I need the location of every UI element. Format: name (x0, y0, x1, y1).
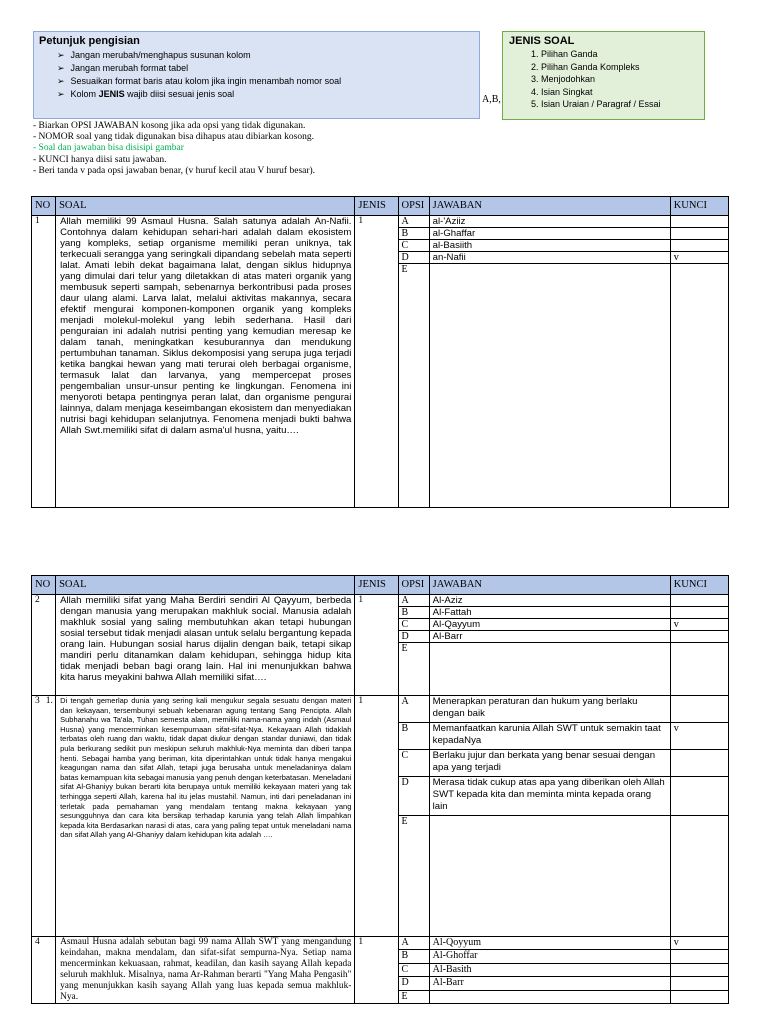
option-key[interactable] (670, 977, 728, 990)
option-answer[interactable]: al-Ghaffar (429, 228, 670, 240)
table-row (32, 937, 729, 950)
option-label: B (398, 228, 429, 240)
table-header-row (32, 576, 729, 595)
notes (33, 121, 315, 177)
option-key[interactable] (670, 963, 728, 976)
option-answer[interactable]: Merasa tidak cukup atas apa yang diberikan oleh Allah SWT kepada kita dan meminta minta kepada orang lain (429, 777, 670, 816)
option-key[interactable]: v (670, 252, 728, 264)
header-opsi: OPSI (398, 197, 429, 216)
option-key[interactable] (670, 777, 728, 816)
option-key[interactable] (670, 816, 728, 937)
option-label: C (398, 619, 429, 631)
option-label: E (398, 816, 429, 937)
jenis-soal-title: JENIS SOAL (509, 35, 575, 47)
question-table-1 (31, 196, 729, 508)
option-key[interactable]: v (670, 937, 728, 950)
question-jenis[interactable]: 1 (355, 696, 398, 937)
instruction-item: ➢ Jangan merubah/menghapus susunan kolom (57, 49, 474, 62)
option-answer[interactable] (429, 643, 670, 696)
question-jenis[interactable]: 1 (355, 216, 398, 508)
option-key[interactable] (670, 228, 728, 240)
instruction-item: ➢ Kolom JENIS wajib diisi sesuai jenis soal (57, 88, 474, 101)
option-answer[interactable] (429, 816, 670, 937)
option-answer[interactable]: Memanfaatkan karunia Allah SWT untuk semakin taat kepadaNya (429, 723, 670, 750)
option-answer[interactable]: Al-Qayyum (429, 619, 670, 631)
option-label: B (398, 607, 429, 619)
jenis-item: 4. Isian Singkat (541, 86, 698, 99)
table-row (32, 595, 729, 607)
question-number: 1 (32, 216, 56, 508)
option-label: C (398, 750, 429, 777)
option-key[interactable] (670, 990, 728, 1003)
jenis-item: 2. Pilihan Ganda Kompleks (541, 61, 698, 74)
option-label: A (398, 937, 429, 950)
question-jenis[interactable]: 1 (355, 595, 398, 696)
header-jenis: JENIS (355, 576, 398, 595)
abc-note: A,B, (482, 94, 501, 105)
option-key[interactable] (670, 631, 728, 643)
jenis-item: 5. Isian Uraian / Paragraf / Essai (541, 98, 698, 111)
option-key[interactable] (670, 595, 728, 607)
option-key[interactable] (670, 750, 728, 777)
option-key[interactable] (670, 950, 728, 963)
option-answer[interactable]: Menerapkan peraturan dan hukum yang berlaku dengan baik (429, 696, 670, 723)
question-text[interactable]: Allah memiliki sifat yang Maha Berdiri sendiri Al Qayyum, berbeda dengan manusia yang merupakan makhluk social. Manusia adalah makhluk sosial yang saling membutuhkan akan tetapi hubungan sosial tersebut tidak menjadi alasan untuk selalu bergantung kepada orang lain. Hubungan sosial harus dijalin dengan baik, tetapi sikap mandiri perlu ditanamkan dalam kehidupan, sehingga hidup kita tidak menjadi beban bagi orang lain. Hal ini menunjukkan bahwa kita harus meyakini bahwa Allah memiliki sifat…. (56, 595, 355, 696)
option-answer[interactable]: Al-Basith (429, 963, 670, 976)
option-label: B (398, 723, 429, 750)
note-line: - Beri tanda v pada opsi jawaban benar, (v huruf kecil atau V huruf besar). (33, 165, 316, 176)
option-label: A (398, 696, 429, 723)
header-no: NO (32, 576, 56, 595)
option-answer[interactable]: Al-Barr (429, 631, 670, 643)
instruction-item: ➢ Sesuaikan format baris atau kolom jika ingin menambah nomor soal (57, 75, 474, 88)
option-label: A (398, 595, 429, 607)
option-answer[interactable]: Al-Barr (429, 977, 670, 990)
note-line: - Soal dan jawaban bisa disisipi gambar (33, 143, 184, 154)
header-soal: SOAL (56, 576, 355, 595)
jenis-soal-list (509, 48, 698, 111)
option-key[interactable] (670, 696, 728, 723)
option-key[interactable] (670, 643, 728, 696)
table-row (32, 216, 729, 228)
option-label: E (398, 990, 429, 1003)
header-kunci: KUNCI (670, 576, 728, 595)
option-answer[interactable]: Al-Qoyyum (429, 937, 670, 950)
option-label: D (398, 252, 429, 264)
jenis-item: 1. Pilihan Ganda (541, 48, 698, 61)
option-label: A (398, 216, 429, 228)
jenis-item: 3. Menjodohkan (541, 73, 698, 86)
option-key[interactable] (670, 607, 728, 619)
question-text[interactable]: Asmaul Husna adalah sebutan bagi 99 nama Allah SWT yang mengandung keindahan, makna mendalam, dan sifat-sifat sempurna-Nya. Setiap nama mencerminkan kekuasaan, rahmat, keadilan, dan kasih sayang Allah kepada seluruh makhluk. Misalnya, nama Ar-Rahman berarti "Yang Maha Pengasih" yang menunjukkan kasih sayang Allah yang luas kepada semua makhluk-Nya. (56, 937, 355, 1004)
header-opsi: OPSI (398, 576, 429, 595)
option-answer[interactable]: Al-Ghoffar (429, 950, 670, 963)
option-label: D (398, 777, 429, 816)
option-answer[interactable] (429, 264, 670, 508)
option-label: B (398, 950, 429, 963)
table-row (32, 696, 729, 723)
option-key[interactable] (670, 264, 728, 508)
option-answer[interactable]: Berlaku jujur dan berkata yang benar sesuai dengan apa yang terjadi (429, 750, 670, 777)
jenis-soal-box (502, 31, 705, 120)
note-line: - NOMOR soal yang tidak digunakan bisa dihapus atau dibiarkan kosong. (33, 132, 314, 143)
option-label: D (398, 631, 429, 643)
question-jenis[interactable]: 1 (355, 937, 398, 1004)
option-label: C (398, 240, 429, 252)
question-text[interactable]: Di tengah gemerlap dunia yang sering kali mengukur segala sesuatu dengan materi dan kekayaan, tersembunyi sebuah kebenaran agung tentang Sang Pencipta. Allah Subhanahu wa Ta'ala, Tuhan semesta alam, memiliki nama-nama yang indah (Asmaul Husna) yang mencerminkan kesempurnaan sifat-sifat-Nya. Kekayaan Allah tidaklah terbatas oleh ruang dan waktu, tidak dapat diukur dengan standar duniawi, dan tidak pula berkurang sedikit pun meskipun seluruh makhluk-Nya meminta dan diberi tanpa henti. Sebagai hamba yang beriman, kita diperintahkan untuk tidak hanya mengakui keagungan nama dan sifat Allah, tetapi juga berusaha untuk meneladaninya dalam batas kemampuan kita sebagai manusia yang penuh dengan keterbatasan. Meneladani sifat Al-Ghaniyy bukan berarti kita berupaya untuk memiliki kekayaan materi yang tak terhingga seperti Allah, karena hal itu jelas mustahil. Namun, inti dari peneladanan ini terletak pada pemahaman yang mendalam tentang makna kekayaan yang sesungguhnya dan cara kita bersikap terhadap karunia yang telah Allah limpahkan kepada kita Berdasarkan narasi di atas, cara yang paling tepat untuk meneladani nama dan sifat Allah yang Al-Ghaniyy dalam kehidupan kita adalah …. (56, 696, 355, 937)
option-answer[interactable]: al-'Aziiz (429, 216, 670, 228)
header-jawaban: JAWABAN (429, 576, 670, 595)
question-table-2 (31, 575, 729, 1004)
table-header-row (32, 197, 729, 216)
option-answer[interactable] (429, 990, 670, 1003)
option-label: E (398, 264, 429, 508)
option-key[interactable] (670, 216, 728, 228)
header-jenis: JENIS (355, 197, 398, 216)
header-kunci: KUNCI (670, 197, 728, 216)
question-number: 4 (32, 937, 56, 1004)
header-soal: SOAL (56, 197, 355, 216)
instruction-item: ➢ Jangan merubah format tabel (57, 62, 474, 75)
question-text[interactable]: Allah memiliki 99 Asmaul Husna. Salah satunya adalah An-Nafii. Contohnya dalam kehidupan sehari-hari adalah dalam ekosistem yang kompleks, setiap organisme memiliki peran uniknya, tak terkecuali serangga yang seringkali dipandang sebelah mata seperti lalat. Amati lebih dekat bagaimana lalat, dengan siklus hidupnya yang dimulai dari telur yang diletakkan di atas materi organik yang membusuk seperti sampah, sebenarnya berkontribusi pada proses daur ulang alami. Larva lalat, melalui aktivitas makannya, secara efektif mengurai komponen-komponen organik yang kompleks menjadi molekul-molekul yang lebih sederhana. Hasil dari penguraian ini adalah nutrisi penting yang kemudian meresap ke dalam tanah, meningkatkan kesuburannya dan mendukung pertumbuhan tanaman. Siklus dekomposisi yang serupa juga terjadi ketika bangkai hewan yang mati terurai oleh berbagai organisme, termasuk lalat dan larvanya, yang mempercepat proses pengembalian unsur-unsur penting ke lingkungan. Fenomena ini menyoroti betapa pentingnya peran lalat, dan organisme pengurai lainnya, dalam menjaga keseimbangan ekosistem dan menyediakan nutrisi bagi kehidupan selanjutnya. Fenomena menjadi bukti bahwa Allah Swt.memiliki sifat di dalam asma'ul husna, yaitu…. (56, 216, 355, 508)
option-label: E (398, 643, 429, 696)
note-line: - Biarkan OPSI JAWABAN kosong jika ada opsi yang tidak digunakan. (33, 121, 306, 131)
option-label: D (398, 977, 429, 990)
instruction-box (33, 31, 480, 119)
question-number: 2 (32, 595, 56, 696)
option-label: C (398, 963, 429, 976)
option-answer[interactable]: an-Nafii (429, 252, 670, 264)
option-answer[interactable]: Al-Aziz (429, 595, 670, 607)
instruction-title: Petunjuk pengisian (39, 35, 140, 47)
option-key[interactable] (670, 240, 728, 252)
question-number: 3 1. (32, 696, 56, 937)
option-answer[interactable]: Al-Fattah (429, 607, 670, 619)
header-no: NO (32, 197, 56, 216)
header-jawaban: JAWABAN (429, 197, 670, 216)
option-answer[interactable]: al-Basiith (429, 240, 670, 252)
instruction-list (39, 49, 474, 101)
note-line: - KUNCI hanya diisi satu jawaban. (33, 154, 167, 165)
option-key[interactable]: v (670, 619, 728, 631)
option-key[interactable]: v (670, 723, 728, 750)
